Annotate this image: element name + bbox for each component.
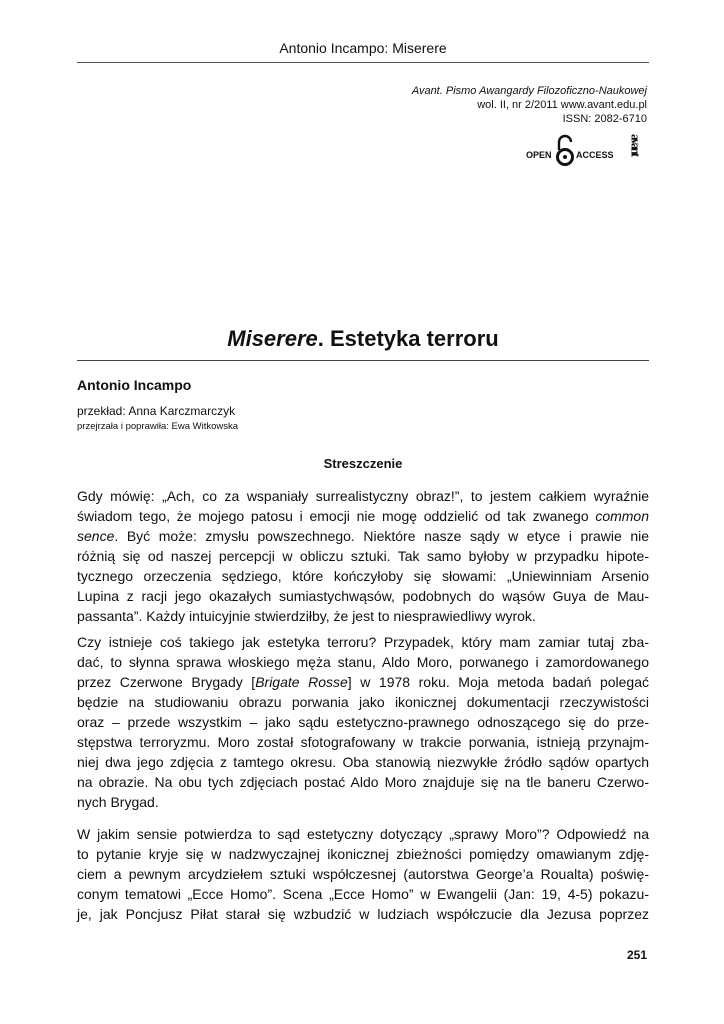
author-name: Antonio Incampo bbox=[77, 377, 192, 393]
open-lock-icon bbox=[558, 136, 573, 165]
text-line: conym tematowi „Ecce Homo”. Scena „Ecce Homo” w Ewangelii (Jan: 19, 4-5) pokazu- bbox=[77, 886, 649, 902]
text-line: będzie na studiowaniu obrazu porwania jako ikonicznej dokumentacji rzeczywistości bbox=[77, 694, 649, 710]
title-italic: Miserere bbox=[227, 326, 318, 351]
text-line: ciem a pewnym arcydziełem sztuki współczesnej (autorstwa George’a Roualta) poświę- bbox=[77, 866, 649, 882]
journal-volume: wol. II, nr 2/2011 www.avant.edu.pl bbox=[477, 99, 647, 111]
text-line: passanta”. Każdy intuicyjnie stwierdziłby, że jest to niesprawiedliwy wyrok. bbox=[77, 608, 536, 624]
paragraph-3 bbox=[77, 824, 649, 924]
text-line: W jakim sensie potwierdza to sąd estetyczny dotyczący „sprawy Moro”? Odpowiedź na bbox=[77, 826, 649, 842]
title-rest: . Estetyka terroru bbox=[317, 326, 499, 351]
reviewer-credit: przejrzała i poprawiła: Ewa Witkowska bbox=[77, 421, 239, 432]
access-label: ACCESS bbox=[576, 150, 614, 160]
journal-issn: ISSN: 2082-6710 bbox=[562, 113, 647, 125]
text-line: to pytanie kryje się w nadzwyczajnej ikonicznej zbieżności pomiędzy omawianym zdję- bbox=[77, 846, 649, 862]
text-line: nych Brygad. bbox=[77, 794, 159, 810]
text-line: na obrazie. Na obu tych zdjęciach postać Aldo Moro znajduje się na tle baneru Czerwo- bbox=[77, 774, 649, 790]
page-number: 251 bbox=[626, 948, 647, 962]
text-line: Czy istnieje coś takiego jak estetyka terroru? Przypadek, który mam zamiar tutaj zba- bbox=[77, 634, 649, 650]
header-divider bbox=[77, 62, 649, 63]
translator-credit: przekład: Anna Karczmarczyk bbox=[77, 404, 236, 418]
paragraph-2 bbox=[77, 632, 649, 812]
open-label: OPEN bbox=[526, 150, 552, 160]
text-line: Lupina z racji jego okazałych sumiastychwąsów, podobnych do wąsów Guya de Mau- bbox=[77, 588, 649, 604]
journal-title: Avant. Pismo Awangardy Filozoficzno-Naukowej bbox=[411, 85, 647, 97]
title-divider bbox=[77, 360, 649, 361]
journal-info bbox=[412, 84, 647, 126]
paragraph-1 bbox=[77, 486, 649, 626]
text-line: świadom tego, że mojego patosu i emocji nie mogę oddzielić od tak zwanego common bbox=[77, 508, 649, 524]
avant-logo-icon bbox=[629, 134, 644, 158]
running-title: Antonio Incampo: Miserere bbox=[279, 40, 447, 56]
open-access-logo bbox=[526, 130, 652, 174]
text-line: Gdy mówię: „Ach, co za wspaniały surrealistyczny obraz!”, to jestem całkiem wyraźnie bbox=[77, 488, 649, 504]
text-line: tycznego orzeczenia sędziego, które kończyłoby się słowami: „Uniewinniam Arsenio bbox=[77, 568, 649, 584]
article-title bbox=[77, 326, 649, 352]
text-line: niej dwa jego zdjęcia z tamtego okresu. Oba stanowią niezwykłe źródło sądów opartych bbox=[77, 754, 649, 770]
text-line: oraz – przede wszystkim – jako sądu estetyczno-prawnego odnoszącego się do prze- bbox=[77, 714, 649, 730]
text-line: dać, to słynna sprawa włoskiego męża stanu, Aldo Moro, porwanego i zamordowanego bbox=[77, 654, 649, 670]
avant-logo-text: avant bbox=[628, 134, 644, 156]
text-line: sence. Być może: zmysłu powszechnego. Niektóre nasze sądy w etyce i prawie nie bbox=[77, 528, 649, 544]
abstract-heading: Streszczenie bbox=[323, 456, 403, 471]
text-line: je, jak Poncjusz Piłat starał się wzbudzić w ludziach współczucie dla Jezusa poprzez bbox=[77, 906, 649, 922]
text-line: różnią się od naszej percepcji w obliczu sztuki. Tak samo byłoby w przypadku hipote- bbox=[77, 548, 649, 564]
text-line: stępstwa terroryzmu. Moro został sfotografowany w trakcie porwania, istnieją przynajm- bbox=[77, 734, 649, 750]
text-line: przez Czerwone Brygady [Brigate Rosse] w 1978 roku. Moja metoda badań polegać bbox=[77, 674, 649, 690]
